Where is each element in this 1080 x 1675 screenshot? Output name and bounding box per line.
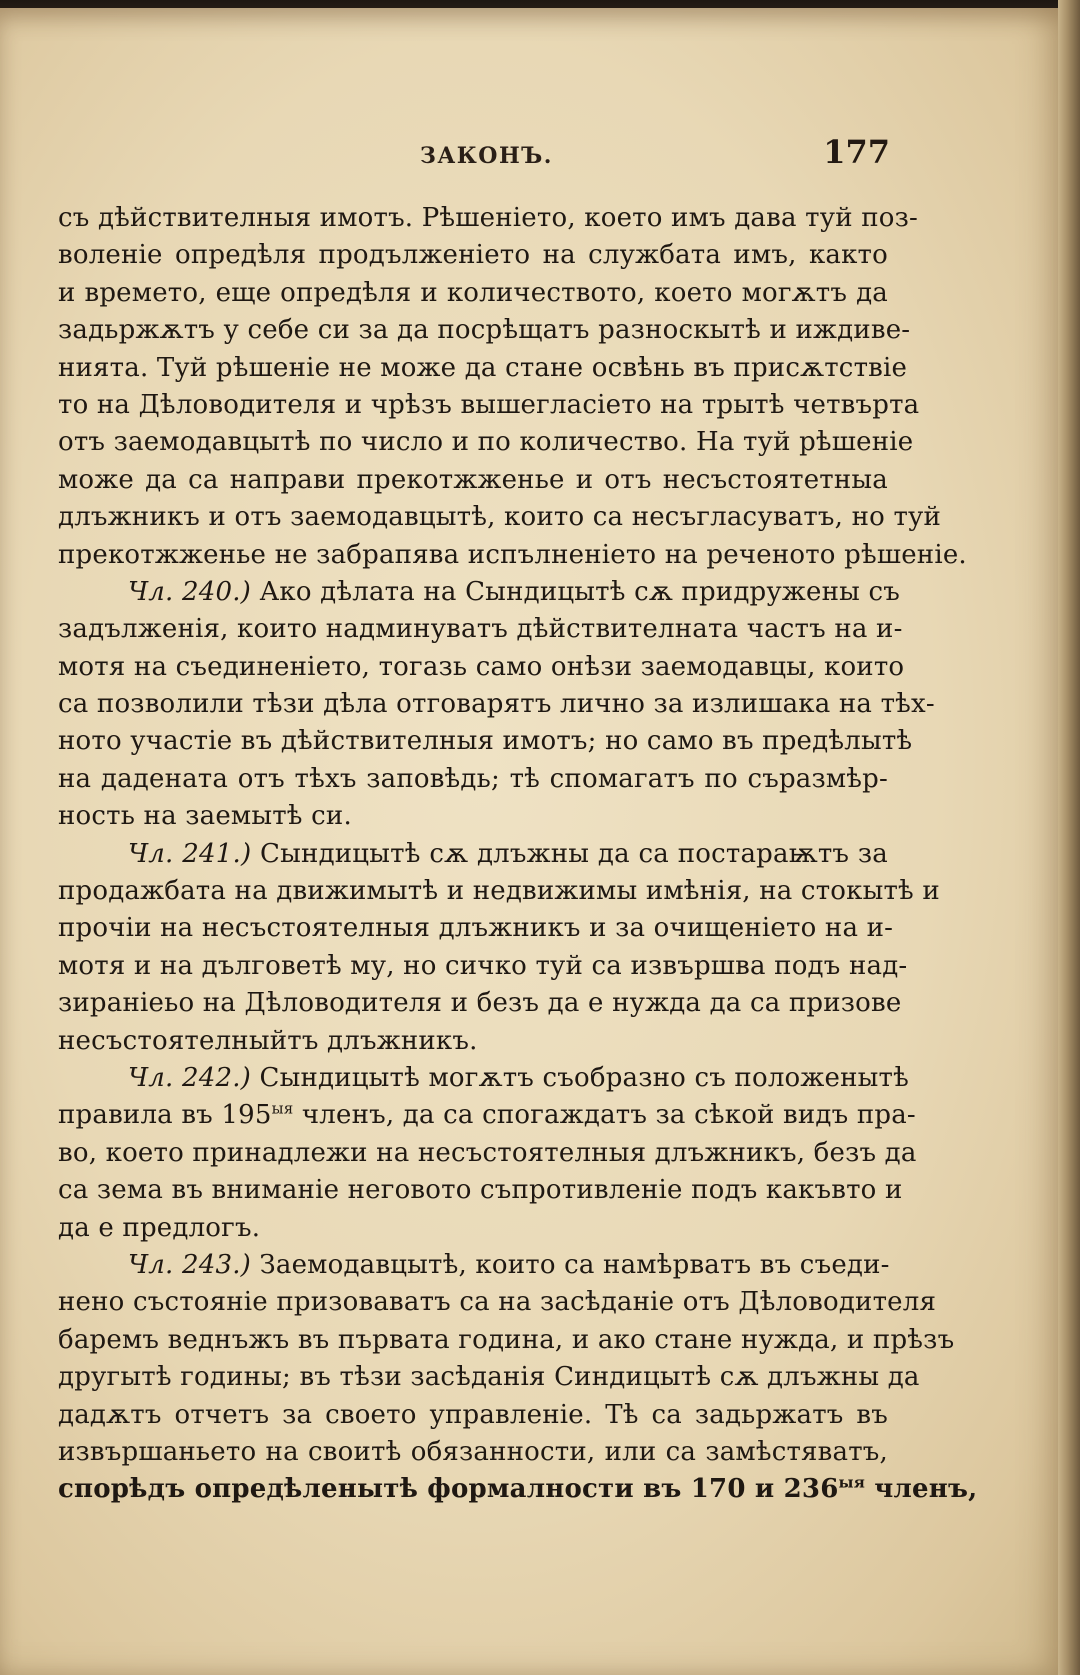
book-page-edge <box>1058 0 1080 1675</box>
text-fragment: членъ, <box>874 1474 978 1505</box>
article-241-ref: Чл. 241.) <box>128 838 252 869</box>
text-line: ното участіе въ дѣйствителныя имотъ; но само въ предѣлытѣ <box>58 726 913 757</box>
article-240-ref: Чл. 240.) <box>128 576 252 607</box>
book-page <box>0 8 1066 1675</box>
article-243-ref: Чл. 243.) <box>128 1249 252 1280</box>
text-line: мотя и на дълговетѣ му, но сичко туй са извършва подъ над- <box>58 950 908 981</box>
superscript: ыя <box>271 1099 294 1118</box>
text-line: нено състояніе призоваватъ са на засѣданіе отъ Дѣловодителя <box>58 1287 937 1318</box>
text-line: на дадената отъ тѣхъ заповѣдь; тѣ спомагатъ по съразмѣр- <box>58 763 888 794</box>
text-line: длъжникъ и отъ заемодавцытѣ, които са несъгласуватъ, но туй <box>58 502 942 533</box>
text-line: са позволили тѣзи дѣла отговарятъ лично за излишака на тѣх- <box>58 689 935 720</box>
text-fragment: спорѣдъ опредѣленытѣ формалности въ 170 и 236 <box>58 1474 839 1505</box>
article-240-first-line <box>58 574 900 611</box>
text-fragment: правила въ 195 <box>58 1100 272 1131</box>
text-line: задьржѫтъ у себе си за да посрѣщатъ разноскытѣ и иждиве- <box>58 315 911 346</box>
text-line: воленіе опредѣля продълженіето на службата имъ, както <box>58 240 888 271</box>
text-line: баремъ веднъжъ въ първата година, и ако стане нужда, и прѣзъ <box>58 1324 955 1355</box>
text-line: другытѣ годины; въ тѣзи засѣданія Синдицытѣ сѫ длъжны да <box>58 1362 920 1393</box>
text-line: отъ заемодавцытѣ по число и по количество. На туй рѣшеніе <box>58 427 914 458</box>
article-243-text: Заемодавцытѣ, които са намѣрватъ въ съеди- <box>259 1249 890 1280</box>
text-line: да е предлогъ. <box>58 1212 261 1243</box>
text-line: дадѫтъ отчетъ за своето управленіе. Тѣ са задьржатъ въ <box>58 1399 888 1430</box>
article-241-text: Сындицытѣ сѫ длъжны да са постараѭтъ за <box>260 838 889 869</box>
article-243-last-line <box>58 1471 978 1508</box>
text-line: нията. Туй рѣшеніе не може да стане освѣнь въ присѫтствіе <box>58 352 908 383</box>
text-line: то на Дѣловодителя и чрѣзъ вышегласіето на трытѣ четвърта <box>58 389 920 420</box>
article-242-first-line <box>58 1060 909 1097</box>
body-text <box>58 200 978 1509</box>
text-line: прекотжженье не забрапява испълненіето на реченото рѣшеніе. <box>58 539 967 570</box>
text-line: ность на заемытѣ си. <box>58 801 352 832</box>
running-head: ЗАКОНЪ. <box>420 143 553 169</box>
page-header <box>70 133 890 183</box>
text-line: са зема въ вниманіе неговото съпротивленіе подъ какъвто и <box>58 1175 903 1206</box>
text-line: мотя на съединеніето, тогазь само онѣзи заемодавцы, които <box>58 651 905 682</box>
article-242-text: Сындицытѣ могѫтъ съобразно съ положенытѣ <box>259 1062 909 1093</box>
text-line: продажбата на движимытѣ и недвижимы имѣнія, на стокытѣ и <box>58 876 940 907</box>
text-line: може да са направи прекотжженье и отъ несъстоятетныа <box>58 464 888 495</box>
text-line: прочіи на несъстоятелныя длъжникъ и за очищеніето на и- <box>58 913 894 944</box>
article-243-first-line <box>58 1247 888 1284</box>
text-line: во, което принадлежи на несъстоятелныя длъжникъ, безъ да <box>58 1137 917 1168</box>
article-242-ref: Чл. 242.) <box>128 1062 252 1093</box>
text-line: и времето, еще опредѣля и количеството, което могѫтъ да <box>58 277 888 308</box>
text-line: зираніеьо на Дѣловодителя и безъ да е нужда да са призове <box>58 988 902 1019</box>
text-line: съ дѣйствителныя имотъ. Рѣшеніето, което имъ дава туй поз- <box>58 203 918 233</box>
article-242-second-line <box>58 1097 916 1134</box>
text-line: задълженія, които надминуватъ дѣйствителната частъ на и- <box>58 614 903 645</box>
article-240-text: Ако дѣлата на Сындицытѣ сѫ придружены съ <box>259 576 900 607</box>
article-241-first-line <box>58 836 888 873</box>
text-line: извършаньето на своитѣ обязанности, или са замѣстяватъ, <box>58 1436 888 1467</box>
page-number: 177 <box>823 133 890 171</box>
text-fragment: членъ, да са спогаждатъ за сѣкой видъ пра- <box>301 1100 916 1131</box>
text-line: несъстоятелныйтъ длъжникъ. <box>58 1025 478 1056</box>
superscript: ыя <box>838 1473 866 1492</box>
